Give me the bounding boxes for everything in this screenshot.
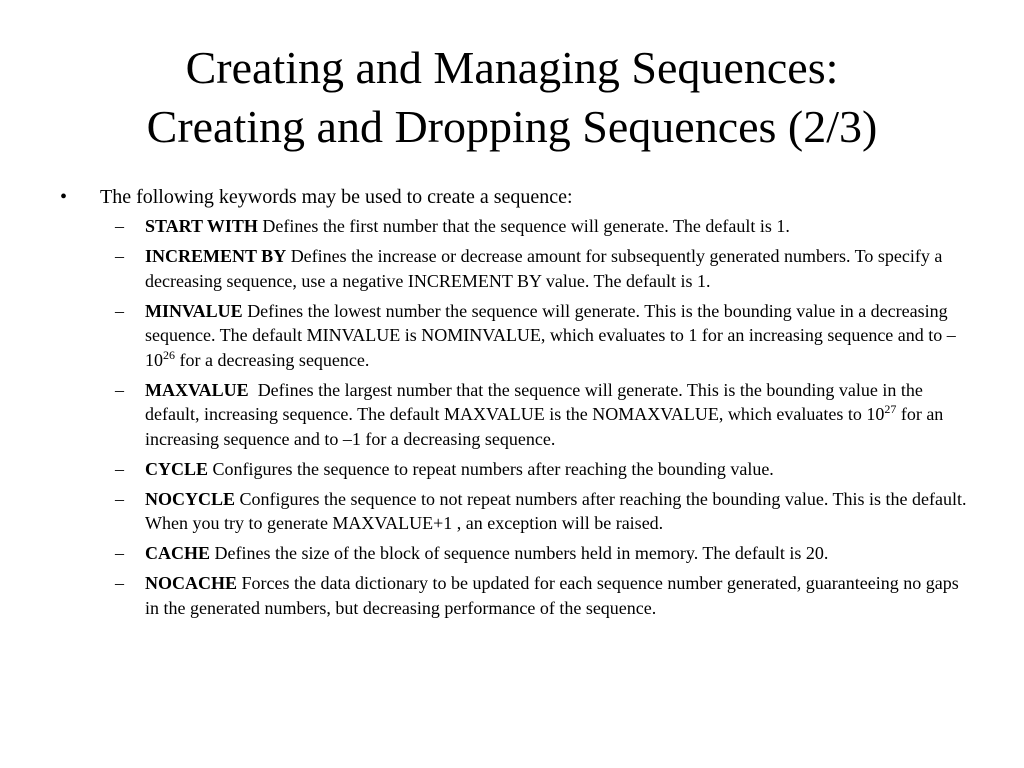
keyword: INCREMENT BY bbox=[145, 246, 287, 266]
main-bullet-text: The following keywords may be used to create a sequence: bbox=[100, 186, 573, 208]
bullet-marker: • bbox=[60, 186, 68, 208]
main-bullet bbox=[60, 184, 970, 210]
keyword-description-end: for a decreasing sequence. bbox=[175, 349, 370, 370]
exponent: 27 bbox=[884, 402, 897, 416]
keyword-item-maxvalue bbox=[60, 378, 970, 452]
dash-marker: – bbox=[115, 543, 124, 563]
dash-marker: – bbox=[115, 488, 124, 509]
dash-marker: – bbox=[115, 458, 124, 479]
keyword-description: Defines the lowest number the sequence will generate. This is the bounding value in a decreasing sequence. The default MINVALUE is NOMINVALUE, which evaluates to 1 for an increasing sequence and to –10 bbox=[145, 300, 956, 370]
slide-title-line-2: Creating and Dropping Sequences (2/3) bbox=[146, 101, 878, 152]
keyword-item-increment-by bbox=[60, 244, 970, 293]
keyword-description: Defines the increase or decrease amount for subsequently generated numbers. To specify a decreasing sequence, use a negative INCREMENT BY value. The default is 1. bbox=[145, 246, 943, 291]
keyword: CYCLE bbox=[145, 458, 209, 479]
keyword: MAXVALUE bbox=[145, 379, 249, 400]
keyword: MINVALUE bbox=[145, 300, 243, 321]
keyword-description: Configures the sequence to not repeat numbers after reaching the bounding value. This is the default. When you try to generate MAXVALUE+1 , an exception will be raised. bbox=[145, 488, 967, 533]
dash-marker: – bbox=[115, 246, 124, 266]
keyword-item-cache bbox=[60, 541, 970, 566]
dash-marker: – bbox=[115, 300, 124, 321]
keyword-item-nocycle bbox=[60, 487, 970, 536]
keyword-item-cycle bbox=[60, 457, 970, 482]
dash-marker: – bbox=[115, 379, 124, 400]
keyword-item-nocache bbox=[60, 571, 970, 620]
keyword-list bbox=[60, 214, 970, 620]
slide-title-line-1: Creating and Managing Sequences: bbox=[185, 42, 839, 93]
keyword: CACHE bbox=[145, 543, 211, 563]
keyword: START WITH bbox=[145, 216, 258, 236]
dash-marker: – bbox=[115, 573, 124, 593]
keyword-item-minvalue bbox=[60, 299, 970, 373]
keyword-description: Defines the largest number that the sequence will generate. This is the bounding value in the default, increasing sequence. The default MAXVALUE is the NOMAXVALUE, which evaluates to 10 bbox=[145, 379, 928, 424]
keyword: NOCACHE bbox=[145, 573, 238, 593]
keyword-description: Defines the first number that the sequence will generate. The default is 1. bbox=[257, 216, 790, 236]
keyword-description-end: for an increasing sequence and to –1 for a decreasing sequence. bbox=[145, 404, 944, 449]
keyword-description: Configures the sequence to repeat numbers after reaching the bounding value. bbox=[208, 458, 774, 479]
slide-title bbox=[0, 38, 1024, 156]
keyword-description: Forces the data dictionary to be updated for each sequence number generated, guaranteeing no gaps in the generated numbers, but decreasing performance of the sequence. bbox=[145, 573, 959, 618]
dash-marker: – bbox=[115, 216, 124, 236]
keyword: NOCYCLE bbox=[145, 488, 236, 509]
keyword-description: Defines the size of the block of sequence numbers held in memory. The default is 20. bbox=[210, 543, 829, 563]
slide-body bbox=[60, 184, 970, 626]
exponent: 26 bbox=[163, 347, 175, 362]
keyword-item-start-with bbox=[60, 214, 970, 239]
